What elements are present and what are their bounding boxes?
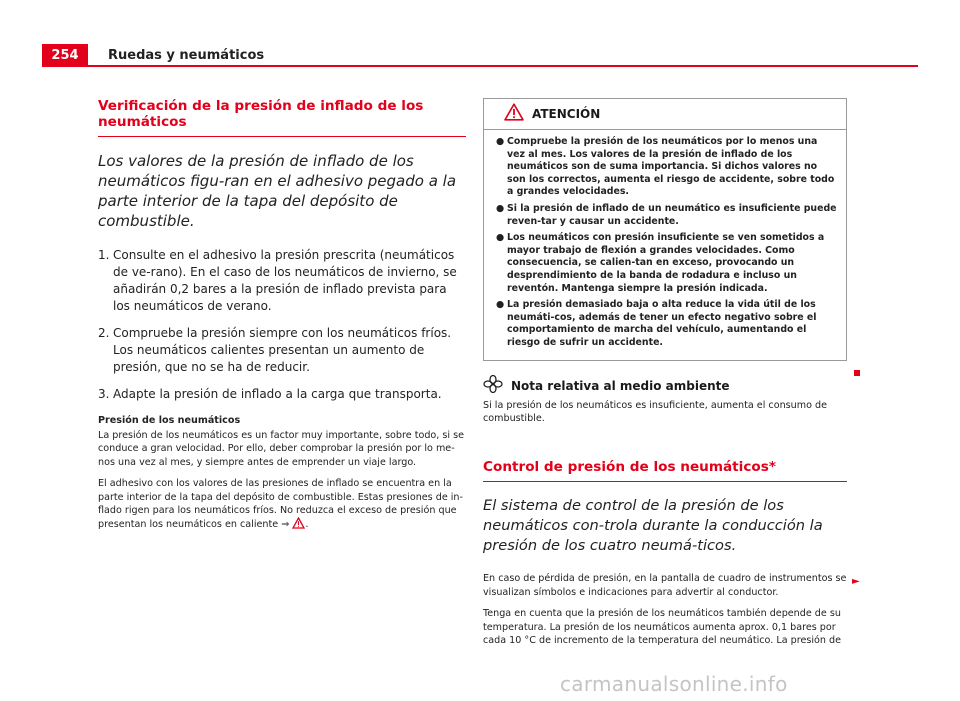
step-number: 2. (98, 326, 110, 340)
page-number: 254 (42, 44, 88, 66)
section-title: Verificación de la presión de inflado de los neumáticos (98, 98, 466, 137)
warning-text: La presión demasiado baja o alta reduce la vida útil de los neumáti-cos, además de tener un efecto negativo sobre el comportamiento de marcha del vehículo, aumentando el riesgo de sufrir un accidente. (507, 299, 817, 348)
left-column (98, 98, 466, 542)
warning-text: Compruebe la presión de los neumáticos por lo menos una vez al mes. Los valores de la presión de inflado de los neumáticos son de suma importancia. Si dichos valores no son los correctos, aumenta el riesgo de accidente, sobre todo a grandes velocidades. (507, 136, 835, 198)
warning-header (484, 99, 846, 130)
paragraph: Tenga en cuenta que la presión de los neumáticos también depende de su temperatura. La presión de los neumáticos aumenta aprox. 0,1 bares por cada 10 °C de incremento de la temperatura del neumático. La presión de (483, 608, 842, 646)
step-number: 1. (98, 248, 110, 262)
environment-note-text: Si la presión de los neumáticos es insuficiente, aumenta el consumo de combustible. (483, 399, 827, 424)
environment-note-title: Nota relativa al medio ambiente (511, 378, 730, 393)
warning-item (496, 299, 838, 349)
step-item (98, 386, 466, 403)
environment-flower-icon (483, 375, 503, 397)
paragraph-text: El adhesivo con los valores de las presiones de inflado se encuentra en la parte interior de la tapa del depósito de combustible. Estas presiones de in-flado rigen para los neumáticos fríos. No reduzca el exceso de presión que presentan los neumáticos en caliente (98, 478, 463, 531)
warning-item (496, 203, 838, 228)
tire-pressure-control-section (483, 459, 847, 647)
warning-triangle-icon (504, 103, 524, 125)
chapter-title: Ruedas y neumáticos (108, 48, 265, 63)
warning-title: ATENCIÓN (532, 107, 601, 121)
step-number: 3. (98, 387, 110, 401)
warning-list (484, 130, 846, 360)
section-end-marker (854, 370, 860, 376)
warning-item (496, 232, 838, 295)
header-rule (42, 65, 918, 67)
reference-arrow[interactable]: ⇒ (281, 519, 290, 531)
warning-text: Los neumáticos con presión insuficiente se ven sometidos a mayor trabajo de flexión a grandes velocidades. Como consecuencia, se calien-tan en exceso, provocando un desprendimiento de la banda de rodadura e incluso un reventón. Mantenga siempre la presión indicada. (507, 232, 825, 294)
step-item (98, 247, 466, 315)
paragraph-end: . (305, 519, 309, 531)
step-text: Adapte la presión de inflado a la carga que transporta. (113, 387, 442, 401)
section-intro: Los valores de la presión de inflado de los neumáticos figu-ran en el adhesivo pegado a la parte interior de la tapa del depósito de combustible. (98, 152, 457, 230)
warning-text: Si la presión de inflado de un neumático es insuficiente puede reven-tar y causar un accidente. (507, 202, 837, 227)
warning-triangle-icon[interactable] (292, 517, 305, 533)
paragraph: La presión de los neumáticos es un factor muy importante, sobre todo, si se conduce a gran velocidad. Por ello, deber comprobar la presión por lo me-nos una vez al mes, y siempre antes de emprender un viaje largo. (98, 430, 465, 468)
section-title: Control de presión de los neumáticos* (483, 459, 847, 482)
bullet: ● (496, 136, 505, 147)
paragraph-with-reference (98, 477, 466, 534)
bullet: ● (496, 232, 505, 244)
paragraph: En caso de pérdida de presión, en la pantalla de cuadro de instrumentos se visualizan símbolos e indicaciones para advertir al conductor. (483, 573, 847, 598)
bullet: ● (496, 299, 505, 311)
warning-item (496, 136, 838, 199)
bullet: ● (496, 202, 505, 214)
warning-box (483, 98, 847, 361)
environment-note (483, 375, 847, 426)
step-item (98, 325, 466, 376)
right-column (483, 98, 847, 655)
step-text: Consulte en el adhesivo la presión prescrita (neumáticos de ve-rano). En el caso de los neumáticos de invierno, se añadirán 0,2 bares a la presión de inflado prevista para los neumáticos de verano. (113, 248, 457, 313)
environment-note-header (483, 375, 847, 397)
subheading: Presión de los neumáticos (98, 415, 241, 426)
section-intro: El sistema de control de la presión de los neumáticos con-trola durante la conducción la presión de los cuatro neumá-ticos. (483, 497, 823, 555)
watermark: carmanualsonline.info (560, 672, 788, 696)
step-text: Compruebe la presión siempre con los neumáticos fríos. Los neumáticos calientes presentan un aumento de presión, que no se ha de reducir. (113, 326, 452, 374)
step-list (98, 247, 466, 403)
continue-arrow-icon: ► (852, 576, 860, 587)
